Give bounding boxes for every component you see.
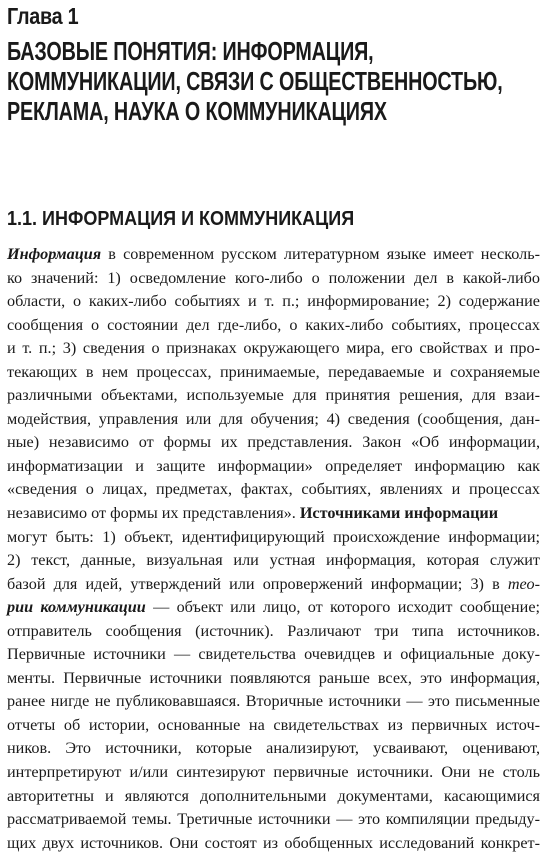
- text-run: отправитель сообщения (источник). Различают три типа источников.: [7, 621, 540, 640]
- text-run: независимо от формы их представления».: [7, 504, 300, 523]
- chapter-label: Глава 1: [7, 3, 79, 29]
- text-line: [7, 337, 540, 361]
- text-run: интерпретируют и/или синтезируют первичные источники. Они не столь: [7, 763, 540, 782]
- text-run: ко значений: 1) осведомление кого-либо о положении дел в какой-либо: [7, 268, 540, 287]
- text-run: модействия, управления или для обучения; 4) сведения (сообщения, дан-: [7, 409, 540, 428]
- body-paragraph: [7, 243, 540, 855]
- text-line: [7, 808, 540, 832]
- emphasized-term: рии коммуникации: [7, 598, 146, 617]
- text-line: [7, 526, 540, 550]
- text-line: [7, 785, 540, 809]
- text-run: рассматриваемой темы. Третичные источники — это компиляции предыду-: [7, 810, 540, 829]
- text-line: [7, 243, 540, 267]
- text-run: ные) независимо от формы их представления. Закон «Об информации,: [7, 433, 540, 452]
- text-run: базой для идей, утверждений или опровержений информации; 3) в: [7, 574, 508, 593]
- text-line: [7, 408, 540, 432]
- text-run: авторитетны и являются дополнительными документами, касающимися: [7, 786, 540, 805]
- text-line: [7, 267, 540, 291]
- text-run: различными объектами, используемые для принятия решения, для взаи-: [7, 386, 540, 405]
- text-run: информатизации и защите информации» определяет информацию как: [7, 456, 540, 475]
- text-run: ранее нигде не публиковавшаяся. Вторичные источники — это письменные: [7, 692, 540, 711]
- text-line: [7, 502, 540, 526]
- chapter-title-line: РЕКЛАМА, НАУКА О КОММУНИКАЦИЯХ: [7, 96, 387, 126]
- text-line: [7, 596, 540, 620]
- text-line: [7, 431, 540, 455]
- text-run: щих двух источников. Они состоят из обобщенных исследований конкрет-: [7, 833, 540, 852]
- text-run: 2) текст, данные, визуальная или устная информация, которая служит: [7, 551, 540, 570]
- text-run: области, о каких-либо событиях и т. п.; информирование; 2) содержание: [7, 292, 540, 311]
- section-heading: 1.1. ИНФОРМАЦИЯ И КОММУНИКАЦИЯ: [7, 208, 355, 230]
- text-run: менты. Первичные источники появляются раньше всех, это информация,: [7, 668, 540, 687]
- text-line: [7, 314, 540, 338]
- text-run: и т. п.; 3) сведения о признаках окружающего мира, его свойствах и про-: [7, 339, 540, 358]
- text-line: [7, 690, 540, 714]
- text-line: [7, 643, 540, 667]
- emphasized-term: Источниками информации: [299, 504, 499, 523]
- text-line: [7, 384, 540, 408]
- emphasized-term: Информация: [7, 245, 102, 263]
- text-line: [7, 620, 540, 644]
- chapter-title-line: БАЗОВЫЕ ПОНЯТИЯ: ИНФОРМАЦИЯ,: [7, 36, 374, 66]
- text-line: [7, 455, 540, 479]
- text-run: «сведения о лицах, предметах, фактах, событиях, явлениях и процессах: [7, 480, 540, 499]
- text-line: [7, 737, 540, 761]
- emphasized-term: тео-: [507, 574, 540, 593]
- text-run: текающих в нем процессах, принимаемые, передаваемые и сохраняемые: [7, 362, 540, 381]
- text-line: [7, 761, 540, 785]
- chapter-title: [7, 36, 503, 126]
- text-line: [7, 478, 540, 502]
- chapter-title-line: КОММУНИКАЦИИ, СВЯЗИ С ОБЩЕСТВЕННОСТЬЮ,: [7, 66, 503, 96]
- text-run: Первичные источники — свидетельства очевидцев и официальные доку-: [7, 645, 540, 664]
- text-line: [7, 361, 540, 385]
- text-line: [7, 714, 540, 738]
- text-line: [7, 832, 540, 855]
- text-run: отчеты об истории, основанные на свидетельствах из первичных источ-: [7, 715, 540, 734]
- text-line: [7, 573, 540, 597]
- text-run: в современном русском литературном языке имеет несколь-: [101, 245, 540, 263]
- text-line: [7, 667, 540, 691]
- text-run: сообщения о состоянии дел где-либо, о каких-либо событиях, процессах: [7, 315, 540, 334]
- text-run: ников. Это источники, которые анализируют, усваивают, оценивают,: [7, 739, 540, 758]
- text-run: — объект или лицо, от которого исходит сообщение;: [145, 598, 540, 617]
- text-line: [7, 290, 540, 314]
- text-run: могут быть: 1) объект, идентифицирующий происхождение информации;: [7, 527, 540, 546]
- text-line: [7, 549, 540, 573]
